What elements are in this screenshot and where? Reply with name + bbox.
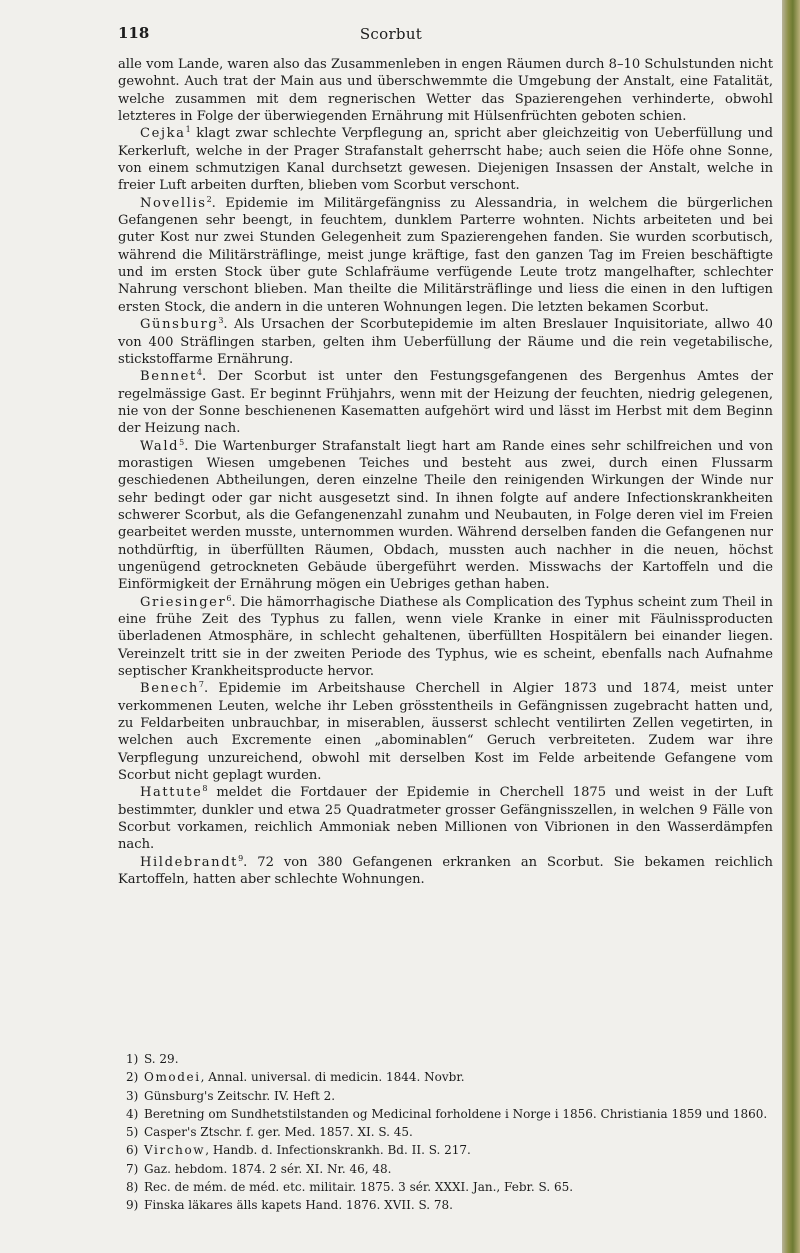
author-name: Novellis — [140, 195, 207, 211]
paragraph-cejka: Cejka$^1$ klagt zwar schlechte Verpflegung an, spricht aber gleichzeitig von Ueberfüllung und Kerkerluft, welche in der Prager Strafanstalt geherrscht habe; auch seien die Höfe ohne Sonne, von einem schmutzigen Kanal durchsetzt gewesen. Diejenigen Insassen der Anstalt, welche in freier Luft arbeiten durften, blieben vom Scorbut verschont. — [118, 125, 773, 194]
footnote-ref: 7 — [198, 680, 205, 690]
footnote-ref: 9 — [238, 853, 244, 863]
paragraph-griesinger: Griesinger$^6$. Die hämorrhagische Diathese als Complication des Typhus scheint zum Theil in eine frühe Zeit des Typhus zu fallen, wenn viele Kranke in einer mit Fäulnissproducten überladenen Atmosphäre, in schlecht gehaltenen, überfüllten Hospitälern bei einander liegen. Vereinzelt tritt sie in der zweiten Periode des Typhus, wie es scheint, ebenfalls nach Aufnahme septischer Krankheitsproducte hervor. — [118, 593, 773, 680]
paragraph-bennet: Bennet$^4$. Der Scorbut ist unter den Festungsgefangenen des Bergenhus Amtes der regelmässige Gast. Er beginnt Frühjahrs, wenn mit der Heizung der feuchten, niedrig gelegenen, nie von der Sonne beschienenen Kasematten aufgehört wird und lässt im Herbst mit dem Beginn der Heizung nach. — [118, 368, 773, 437]
footnote: 1) S. 29. — [126, 1052, 179, 1066]
author-name: Omodei — [144, 1070, 201, 1085]
footnote: 5) Casper's Ztschr. f. ger. Med. 1857. XI. S. 45. — [126, 1125, 413, 1140]
footnote: 2) Omodei, Annal. universal. di medicin. 1844. Novbr. — [126, 1070, 465, 1085]
paragraph-novellis: Novellis$^2$. Epidemie im Militärgefängniss zu Alessandria, in welchem die bürgerlichen Gefangenen sehr beengt, in feuchtem, dunklem Parterre wohnten. Nichts arbeiteten und bei guter Kost nur zwei Stunden Gelegenheit zum Spazierengehen fanden. Sie wurden scorbutisch, während die Militärsträflinge, meist junge kräftige, fast den ganzen Tag im Freien beschäftigte und im ersten Stock über gute Schlafräume verfügende Leute trotz mangelhafter, schlechter Nahrung verschont blieben. Man theilte die Militärsträflinge und liess die einen in den luftigen ersten Stock, die andern in die unteren Wohnungen legen. Die letzten bekamen Scorbut. — [118, 194, 773, 315]
footnotes — [118, 1050, 773, 1215]
footnote-ref: 3 — [218, 316, 224, 326]
body-text — [118, 56, 773, 889]
footnote: 8) Rec. de mém. de méd. etc. militair. 1875. 3 sér. XXXI. Jan., Febr. S. 65. — [126, 1180, 574, 1195]
author-name: Hildebrandt — [140, 854, 239, 870]
author-name: Virchow — [144, 1143, 206, 1158]
author-name: Cejka — [140, 126, 186, 142]
paragraph-1: alle vom Lande, waren also das Zusammenleben in engen Räumen durch 8–10 Schulstunden nicht gewohnt. Auch trat der Main aus und überschwemmte die Umgebung der Anstalt, eine Fatalität, welche zusammen mit dem regnerischen Wetter das Spazierengehen verhinderte, obwohl letzteres in Folge der überwiegenden Ernährung mit Hülsenfrüchten geboten schien. — [118, 57, 773, 125]
footnote-ref: 1 — [185, 125, 191, 135]
page-number: 118 — [118, 24, 150, 42]
footnote-ref: 6 — [226, 593, 232, 603]
footnote-ref: 2 — [206, 194, 212, 204]
running-title: Scorbut — [359, 25, 423, 43]
author-name: Benech — [140, 681, 199, 697]
author-name: Wald — [140, 438, 180, 454]
author-name: Hattute — [140, 785, 203, 801]
page-header — [0, 24, 782, 44]
footnote: 7) Gaz. hebdom. 1874. 2 sér. XI. Nr. 46, 48. — [126, 1161, 392, 1176]
paragraph-hildebrandt: Hildebrandt$^9$. 72 von 380 Gefangenen erkranken an Scorbut. Sie bekamen reichlich Kartoffeln, hatten aber schlechte Wohnungen. — [118, 853, 773, 888]
footnote: 9) Finska läkares älls kapets Hand. 1876. XVII. S. 78. — [126, 1198, 453, 1213]
footnote: 6) Virchow, Handb. d. Infectionskrankh. Bd. II. S. 217. — [126, 1143, 471, 1158]
paragraph-wald: Wald$^5$. Die Wartenburger Strafanstalt liegt hart am Rande eines sehr schilfreichen und von morastigen Wiesen umgebenen Teiches und besteht aus zwei, durch einen Flussarm geschiedenen Abtheilungen, deren einzelne Theile den reinigenden Wirkungen der Winde nur sehr bedingt oder gar nicht ausgesetzt sind. In ihnen folgte auf andere Infectionskrankheiten schwerer Scorbut, als die Gefangenenzahl zunahm und Neubauten, in Folge deren viel im Freien gearbeitet werden musste, unternommen wurden. Während derselben fanden die Gefangenen nur nothdürftig, in überfüllten Räumen, Obdach, mussten auch nachher in die neuen, höchst ungenügend getrockneten Gebäude übergeführt werden. Misswachs der Kartoffeln und die Einförmigkeit der Ernährung mögen ein Uebriges gethan haben. — [118, 437, 773, 593]
author-name: Bennet — [140, 369, 197, 385]
footnote-ref: 8 — [202, 784, 208, 794]
footnote: 3) Günsburg's Zeitschr. IV. Heft 2. — [126, 1088, 336, 1103]
paragraph-hattute: Hattute$^8$ meldet die Fortdauer der Epidemie in Cherchell 1875 und weist in der Luft bestimmter, dunkler und etwa 25 Quadratmeter grosser Gefängnisszellen, in welchen 9 Fälle von Scorbut vorkamen, reichlich Ammoniak neben Millionen von Vibrionen in den Wasserdämpfen nach. — [118, 784, 773, 853]
author-name: Günsburg — [140, 317, 219, 333]
footnote: 4) Beretning om Sundhetstilstanden og Medicinal forholdene i Norge i 1856. Christiania 1859 und 1860. — [126, 1106, 768, 1121]
footnote-ref: 5 — [179, 437, 185, 447]
paragraph-guensburg: Günsburg$^3$. Als Ursachen der Scorbutepidemie im alten Breslauer Inquisitoriate, allwo 40 von 400 Sträflingen starben, gelten ihm Ueberfüllung der Räume und die rein vegetabilische, stickstoffarme Ernährung. — [118, 316, 773, 367]
footnote-ref: 4 — [196, 368, 202, 378]
author-name: Griesinger — [140, 594, 227, 610]
paragraph-benech: Benech$^7$. Epidemie im Arbeitshause Cherchell in Algier 1873 und 1874, meist unter verkommenen Leuten, welche ihr Leben grösstentheils in Gefängnissen zugebracht hatten und, zu Feldarbeiten unbrauchbar, in miserablen, äusserst schlecht ventilirten Zellen vegetirten, in welchen auch Excremente einen „abominablen“ Geruch verbreiteten. Zudem war ihre Verpflegung unzureichend, obwohl mit derselben Kost im Felde arbeitende Gefangene vom Scorbut nicht geplagt wurden. — [118, 680, 773, 784]
book-edge — [782, 0, 800, 1253]
